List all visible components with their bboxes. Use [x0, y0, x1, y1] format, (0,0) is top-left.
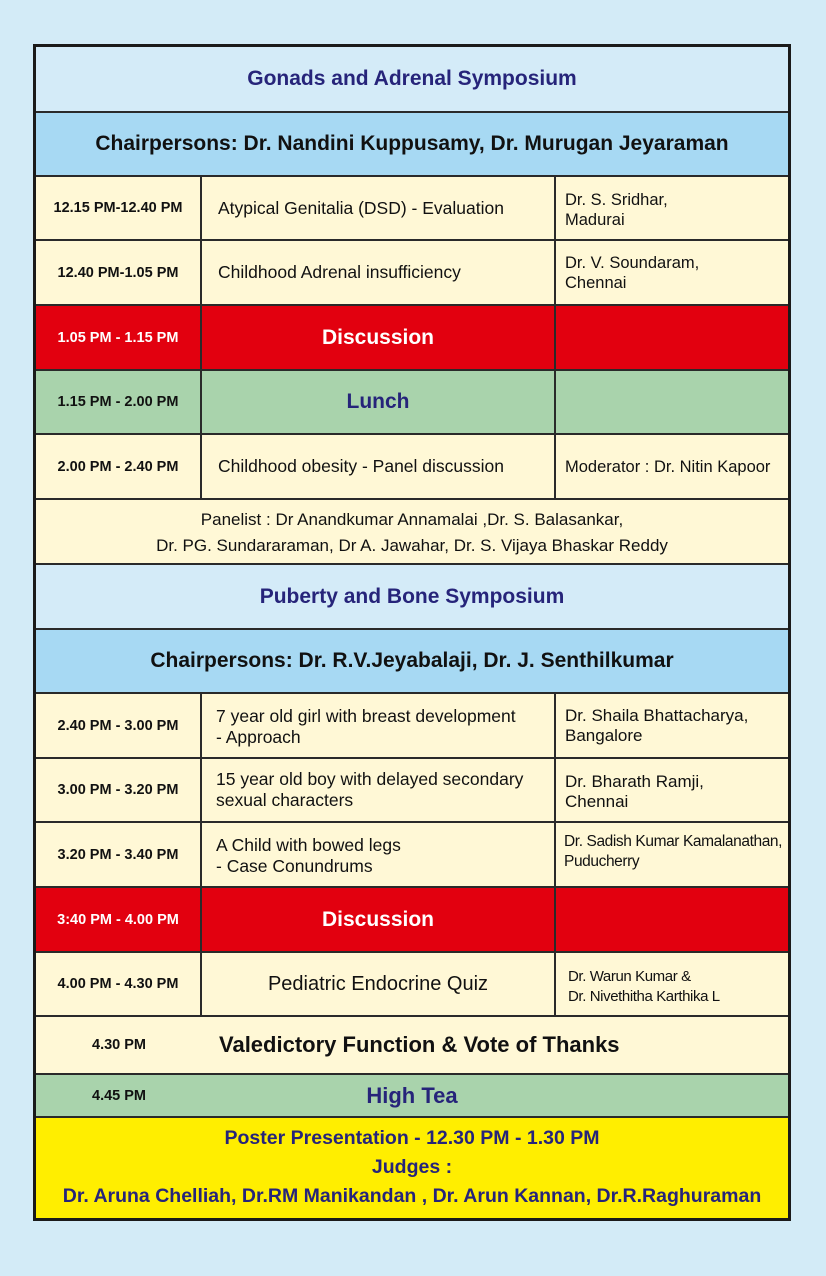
session-time: 2.40 PM - 3.00 PM — [36, 694, 202, 757]
symposium-title-row — [36, 47, 788, 113]
session-speaker — [556, 823, 788, 886]
lunch-time: 1.15 PM - 2.00 PM — [36, 371, 202, 433]
session-speaker — [556, 177, 788, 239]
speaker-name: Dr. Nivethitha Karthika L — [568, 988, 720, 1005]
session-topic: Pediatric Endocrine Quiz — [202, 953, 556, 1015]
chairpersons-text: Chairpersons: Dr. R.V.Jeyabalaji, Dr. J. Senthilkumar — [150, 649, 674, 672]
session-topic: Childhood Adrenal insufficiency — [202, 241, 556, 304]
speaker-name: Dr. Sadish Kumar Kamalanathan, — [564, 833, 783, 850]
session-topic — [202, 823, 556, 886]
discussion-label: Discussion — [202, 888, 556, 951]
empty-cell — [556, 306, 788, 369]
valedictory-row — [36, 1017, 788, 1075]
session-time: 12.15 PM-12.40 PM — [36, 177, 202, 239]
session-topic — [202, 759, 556, 821]
high-tea-time: 4.45 PM — [92, 1087, 146, 1104]
judges-label: Judges : — [371, 1156, 453, 1178]
topic-line: - Approach — [216, 727, 301, 747]
poster-info — [36, 1118, 788, 1218]
panelists-line: Panelist : Dr Anandkumar Annamalai ,Dr. S. Balasankar, — [200, 510, 624, 529]
session-time: 4.00 PM - 4.30 PM — [36, 953, 202, 1015]
discussion-row — [36, 888, 788, 953]
symposium-title-row — [36, 565, 788, 630]
speaker-name: Dr. S. Sridhar, — [565, 191, 668, 209]
chairpersons-text: Chairpersons: Dr. Nandini Kuppusamy, Dr. Murugan Jeyaraman — [95, 132, 729, 155]
session-speaker — [556, 241, 788, 304]
session-time: 2.00 PM - 2.40 PM — [36, 435, 202, 498]
program-schedule-table — [33, 44, 791, 1221]
speaker-name: Dr. V. Soundaram, — [565, 254, 700, 272]
panelists-line: Dr. PG. Sundararaman, Dr A. Jawahar, Dr. S. Vijaya Bhaskar Reddy — [156, 536, 668, 555]
session-topic: Atypical Genitalia (DSD) - Evaluation — [202, 177, 556, 239]
poster-title: Poster Presentation - 12.30 PM - 1.30 PM — [224, 1127, 600, 1149]
session-topic: Childhood obesity - Panel discussion — [202, 435, 556, 498]
empty-cell — [556, 888, 788, 951]
symposium-title: Puberty and Bone Symposium — [259, 584, 565, 608]
session-time: 3.00 PM - 3.20 PM — [36, 759, 202, 821]
discussion-row — [36, 306, 788, 371]
valedictory-time: 4.30 PM — [92, 1037, 146, 1053]
empty-cell — [556, 371, 788, 433]
session-row — [36, 241, 788, 306]
moderator: Moderator : Dr. Nitin Kapoor — [565, 457, 771, 476]
session-speaker — [556, 953, 788, 1015]
speaker-city: Puducherry — [564, 853, 640, 870]
topic-line: sexual characters — [216, 790, 354, 810]
speaker-name: Dr. Bharath Ramji, — [565, 772, 704, 791]
high-tea-row — [36, 1075, 788, 1118]
discussion-time: 3:40 PM - 4.00 PM — [36, 888, 202, 951]
topic-line: - Case Conundrums — [216, 856, 373, 876]
lunch-label: Lunch — [202, 371, 556, 433]
panel-discussion-row — [36, 435, 788, 500]
speaker-city: Chennai — [565, 274, 627, 292]
session-row — [36, 823, 788, 888]
discussion-time: 1.05 PM - 1.15 PM — [36, 306, 202, 369]
session-speaker — [556, 694, 788, 757]
valedictory-label: Valedictory Function & Vote of Thanks — [219, 1032, 620, 1057]
speaker-name: Dr. Shaila Bhattacharya, — [565, 706, 749, 725]
speaker-city: Bangalore — [565, 726, 643, 745]
speaker-city: Chennai — [565, 792, 629, 811]
judges-names: Dr. Aruna Chelliah, Dr.RM Manikandan , Dr. Arun Kannan, Dr.R.Raghuraman — [62, 1185, 762, 1207]
session-speaker — [556, 759, 788, 821]
topic-line: 7 year old girl with breast development — [216, 706, 516, 726]
topic-line: 15 year old boy with delayed secondary — [216, 769, 524, 789]
chairpersons-row — [36, 630, 788, 694]
panelists — [36, 500, 788, 563]
speaker-name: Dr. Warun Kumar & — [568, 968, 691, 985]
discussion-label: Discussion — [202, 306, 556, 369]
symposium-title: Gonads and Adrenal Symposium — [247, 67, 577, 90]
session-time: 12.40 PM-1.05 PM — [36, 241, 202, 304]
speaker-city: Madurai — [565, 211, 625, 229]
high-tea-label: High Tea — [366, 1082, 458, 1108]
session-time: 3.20 PM - 3.40 PM — [36, 823, 202, 886]
quiz-row — [36, 953, 788, 1017]
session-row — [36, 759, 788, 823]
chairpersons-row — [36, 113, 788, 177]
session-row — [36, 177, 788, 241]
session-topic — [202, 694, 556, 757]
panelists-row — [36, 500, 788, 565]
poster-presentation-block — [36, 1118, 788, 1218]
lunch-row — [36, 371, 788, 435]
session-row — [36, 694, 788, 759]
topic-line: A Child with bowed legs — [216, 835, 401, 855]
